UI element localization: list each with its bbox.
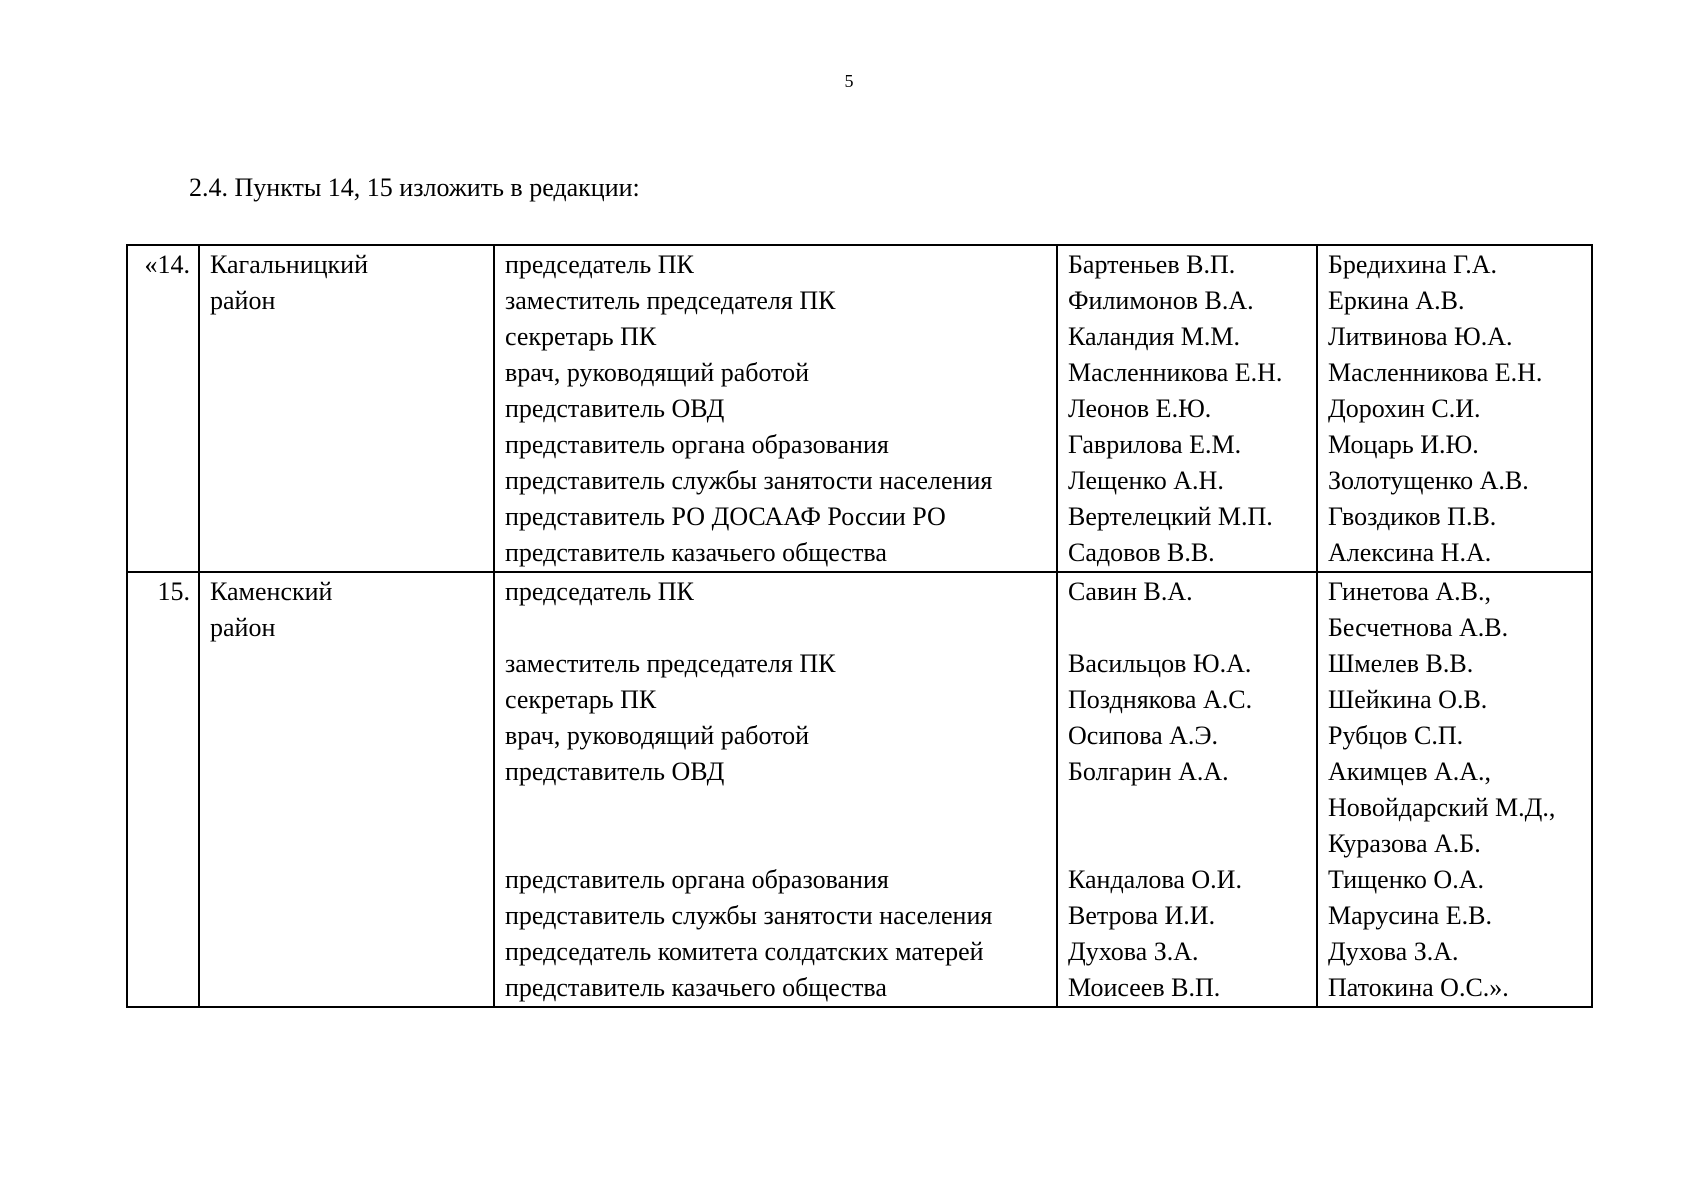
reserve-name: Моцарь И.Ю. xyxy=(1328,430,1479,459)
position-item: представитель казачьего общества xyxy=(505,538,887,567)
reserve-name: Шмелев В.В. xyxy=(1328,649,1474,678)
table-row-15 xyxy=(127,572,1592,1007)
members-cell xyxy=(1057,572,1317,1007)
member-name: Савин В.А. xyxy=(1068,577,1193,606)
member-name xyxy=(1068,826,1306,862)
row-number-cell xyxy=(127,572,199,1007)
reserves-cell xyxy=(1317,572,1592,1007)
member-name: Вертелецкий М.П. xyxy=(1068,502,1273,531)
district-cell xyxy=(199,572,494,1007)
member-name: Леонов Е.Ю. xyxy=(1068,394,1212,423)
position-item: председатель комитета солдатских матерей xyxy=(505,937,984,966)
position-item: представитель ОВД xyxy=(505,757,725,786)
reserve-name: Рубцов С.П. xyxy=(1328,721,1464,750)
member-name: Лещенко А.Н. xyxy=(1068,466,1224,495)
position-item: секретарь ПК xyxy=(505,685,657,714)
position-item: представитель органа образования xyxy=(505,430,889,459)
reserve-name: Алексина Н.А. xyxy=(1328,538,1492,567)
member-name: Бартеньев В.П. xyxy=(1068,250,1236,279)
member-name xyxy=(1068,790,1306,826)
row-number-cell xyxy=(127,245,199,572)
position-item: врач, руководящий работой xyxy=(505,358,810,387)
members-cell xyxy=(1057,245,1317,572)
reserve-name: Гинетова А.В., xyxy=(1328,577,1492,606)
reserve-name: Дорохин С.И. xyxy=(1328,394,1481,423)
member-name: Масленникова Е.Н. xyxy=(1068,358,1283,387)
reserve-name: Масленникова Е.Н. xyxy=(1328,358,1543,387)
reserve-name: Бесчетнова А.В. xyxy=(1328,613,1509,642)
district-name: Кагальницкий xyxy=(210,250,369,279)
table-row-14 xyxy=(127,245,1592,572)
member-name: Кандалова О.И. xyxy=(1068,865,1242,894)
member-name: Садовов В.В. xyxy=(1068,538,1215,567)
reserve-name: Куразова А.Б. xyxy=(1328,829,1481,858)
position-item: заместитель председателя ПК xyxy=(505,649,836,678)
reserve-name: Акимцев А.А., xyxy=(1328,757,1492,786)
row-number: 15. xyxy=(157,577,190,606)
member-name: Филимонов В.А. xyxy=(1068,286,1254,315)
member-name: Осипова А.Э. xyxy=(1068,721,1219,750)
member-name: Моисеев В.П. xyxy=(1068,973,1221,1002)
row-number: «14. xyxy=(144,250,190,279)
intro-paragraph: 2.4. Пункты 14, 15 изложить в редакции: xyxy=(189,173,640,202)
district-suffix: район xyxy=(210,286,276,315)
member-name: Каландия М.М. xyxy=(1068,322,1241,351)
position-item xyxy=(505,790,1046,826)
member-name: Ветрова И.И. xyxy=(1068,901,1216,930)
positions-cell xyxy=(494,245,1057,572)
reserve-name: Духова З.А. xyxy=(1328,937,1459,966)
member-name: Болгарин А.А. xyxy=(1068,757,1229,786)
reserve-name: Марусина Е.В. xyxy=(1328,901,1492,930)
reserves-cell xyxy=(1317,245,1592,572)
position-item xyxy=(505,610,1046,646)
page-number: 5 xyxy=(844,71,854,91)
reserve-name: Новойдарский М.Д., xyxy=(1328,793,1556,822)
reserve-name: Бредихина Г.А. xyxy=(1328,250,1498,279)
district-suffix: район xyxy=(210,613,276,642)
position-item: представитель службы занятости населения xyxy=(505,466,993,495)
position-item: секретарь ПК xyxy=(505,322,657,351)
member-name: Духова З.А. xyxy=(1068,937,1199,966)
position-item: врач, руководящий работой xyxy=(505,721,810,750)
position-item: председатель ПК xyxy=(505,250,694,279)
reserve-name: Гвоздиков П.В. xyxy=(1328,502,1497,531)
reserve-name: Золотущенко А.В. xyxy=(1328,466,1529,495)
reserve-name: Еркина А.В. xyxy=(1328,286,1465,315)
member-name: Позднякова А.С. xyxy=(1068,685,1253,714)
position-item xyxy=(505,826,1046,862)
reserve-name: Литвинова Ю.А. xyxy=(1328,322,1513,351)
position-item: представитель казачьего общества xyxy=(505,973,887,1002)
position-item: представитель службы занятости населения xyxy=(505,901,993,930)
district-cell xyxy=(199,245,494,572)
reserve-name: Тищенко О.А. xyxy=(1328,865,1484,894)
position-item: заместитель председателя ПК xyxy=(505,286,836,315)
reserve-name: Патокина О.С.». xyxy=(1328,973,1509,1002)
reserve-name: Шейкина О.В. xyxy=(1328,685,1488,714)
commission-table xyxy=(126,244,1593,1008)
positions-cell xyxy=(494,572,1057,1007)
district-name: Каменский xyxy=(210,577,333,606)
member-name xyxy=(1068,610,1306,646)
member-name: Васильцов Ю.А. xyxy=(1068,649,1252,678)
position-item: представитель РО ДОСААФ России РО xyxy=(505,502,946,531)
member-name: Гаврилова Е.М. xyxy=(1068,430,1242,459)
position-item: представитель ОВД xyxy=(505,394,725,423)
position-item: представитель органа образования xyxy=(505,865,889,894)
position-item: председатель ПК xyxy=(505,577,694,606)
